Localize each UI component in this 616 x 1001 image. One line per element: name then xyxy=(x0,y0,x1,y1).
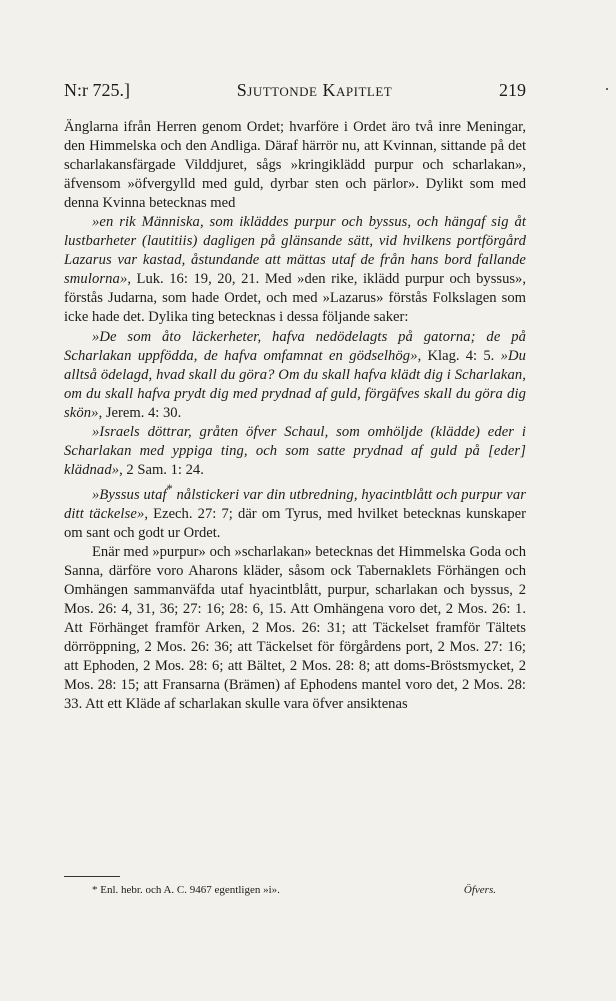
footnote-text: * Enl. hebr. och A. C. 9467 egentligen »i». xyxy=(92,884,280,896)
paragraph-1: Änglarna ifrån Herren genom Ordet; hvarföre i Ordet äro två inre Meningar, den Himmelska och den Andliga. Däraf härrör nu, att Kvinnan, sittande på det scharlakansfärgade Vilddjuret, sågs »kringiklädd purpur och scharlakan», äfvensom »öfvergylld med guld, dyrbar sten och pärlor». Dylikt som med denna Kvinna betecknas med xyxy=(64,119,526,212)
quote-klag: »De som åto läckerheter, hafva nedödelagts på gatorna; de på Scharlakan uppfödda, de hafva omfamnat en gödselhög» xyxy=(64,328,526,364)
body-text xyxy=(64,118,526,714)
footnote xyxy=(64,884,526,896)
page-number: 219 xyxy=(498,80,526,100)
paragraph-5 xyxy=(64,480,526,543)
quote-ezech-cont: nålstickeri var din utbredning, hyacintblått och purpur var ditt täckelse» xyxy=(64,486,526,522)
latin-term: lautitiis xyxy=(146,233,193,250)
quote-cont: ) dagligen på glänsande sätt, vid hvilkens portförgård Lazarus var kastad, åstundande att mättas utaf de från hans bord fallande smulorna» xyxy=(64,233,526,288)
footnote-rule xyxy=(64,876,120,877)
paragraph-3 xyxy=(64,328,526,423)
ink-speck xyxy=(606,88,608,90)
running-header xyxy=(64,80,526,118)
ref-sam: , 2 Sam. 1: 24. xyxy=(119,461,204,478)
quote-ezech: »Byssus utaf xyxy=(92,486,167,503)
page xyxy=(64,80,526,714)
paragraph-2 xyxy=(64,213,526,327)
chapter-title: Sjuttonde Kapitlet xyxy=(236,80,393,100)
reference-text: , Luk. 16: 19, 20, 21. Med »den rike, iklädd purpur och byssus», förstås Judarna, som hade Ordet, och med »Lazarus» förstås Folkslagen som icke hade det. Dylika ting betecknas i dessa följande saker: xyxy=(64,271,526,326)
chapter-number: N:r 725.] xyxy=(64,80,130,100)
quote-jerem: »Du alltså ödelagd, hvad skall du göra? Om du skall hafva klädt dig i Scharlakan, om du skall hafva prydt dig med prydnad af guld, förgäfves skall du göra dig skön» xyxy=(64,347,526,421)
footnote-mark: * xyxy=(166,481,173,496)
paragraph-6: Enär med »purpur» och »scharlakan» betecknas det Himmelska Goda och Sanna, därföre voro Aharons kläder, såsom ock Tabernaklets Förhängen och Omhängen sammanväfda utaf hyacintblått, purpur, scharlakan och byssus, 2 Mos. 26: 4, 31, 36; 27: 16; 28: 6, 15. Att Omhängena voro det, 2 Mos. 26: 1. Att Förhänget framför Arken, 2 Mos. 26: 31; att Täckelset framför Tältets dörröppning, 2 Mos. 26: 36; att Täckelset för förgårdens port, 2 Mos. 27: 16; att Ephoden, 2 Mos. 28: 6; att Bältet, 2 Mos. 28: 8; att doms-Bröstsmycket, 2 Mos. 28: 15; att Fransarna (Brämen) af Ephodens mantel voro det, 2 Mos. 28: 33. Att ett Kläde af scharlakan skulle vara öfver ansiktenas xyxy=(64,543,526,713)
paragraph-4 xyxy=(64,423,526,480)
quote: »en rik Människa, som ikläddes purpur och byssus, och hängaf sig åt lustbarheter ( xyxy=(64,214,526,250)
ref-jerem: , Jerem. 4: 30. xyxy=(98,404,182,421)
quote-sam: »Israels döttrar, gråten öfver Schaul, som omhöljde (klädde) eder i Scharlakan med yppiga ting, och som satte prydnad af guld på [eder] klädnad» xyxy=(64,423,526,478)
ref-ezech: , Ezech. 27: 7; där om Tyrus, med hvilket betecknas kunskaper om sant och godt ur Ordet. xyxy=(64,505,526,541)
translator-note: Öfvers. xyxy=(463,884,496,896)
ref-klag: , Klag. 4: 5. xyxy=(417,347,501,364)
